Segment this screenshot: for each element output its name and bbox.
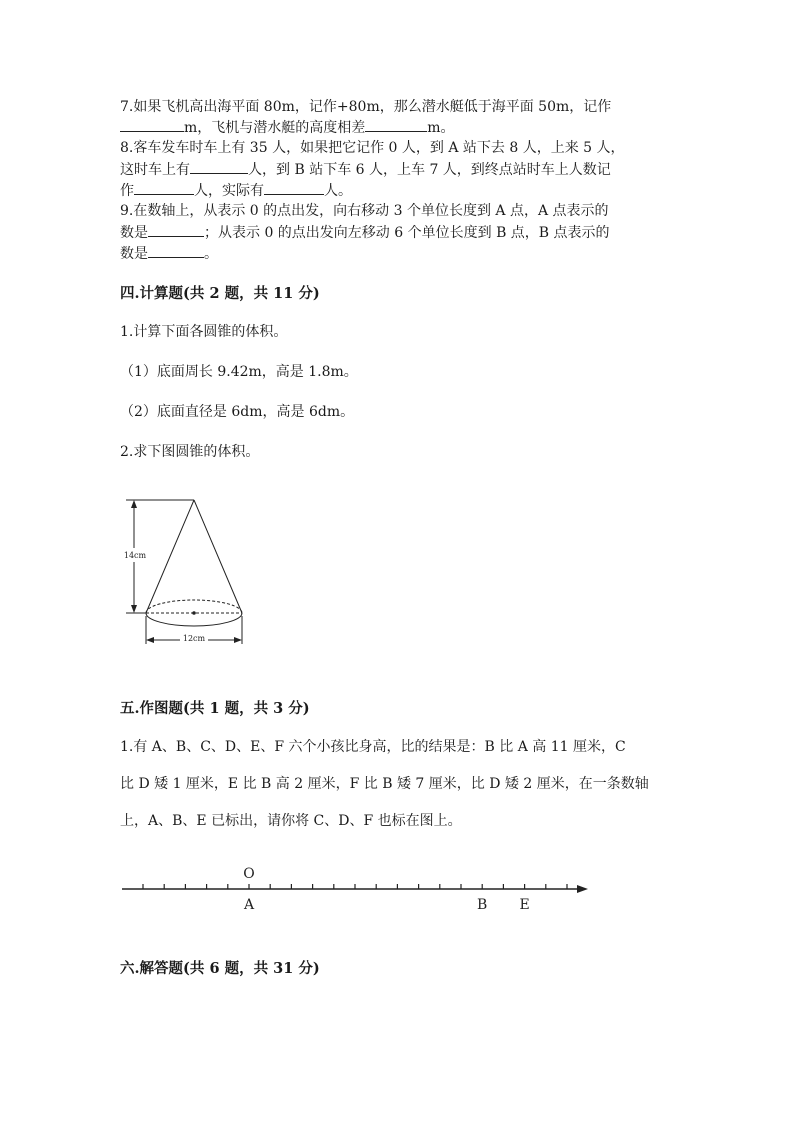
question-text: 1.有 A、B、C、D、E、F 六个小孩比身高，比的结果是：B 比 A 高 11 厘米，C [120, 739, 626, 755]
arrow-up-icon [131, 500, 137, 508]
q9-line2: 数是 ；从表示 0 的点出发向左移动 6 个单位长度到 B 点，B 点表示的 [120, 222, 610, 243]
question-text: 上，A、B、E 已标出，请你将 C、D、F 也标在图上。 [120, 813, 462, 829]
base-front-arc [146, 613, 242, 626]
section-heading: 四.计算题(共 2 题，共 11 分) [120, 285, 320, 302]
diameter-label: 12cm [182, 634, 206, 643]
section-heading: 六.解答题(共 6 题，共 31 分) [120, 960, 320, 977]
answer-blank[interactable] [365, 117, 427, 132]
base-back-arc [146, 600, 242, 613]
arrow-right-icon [577, 885, 588, 893]
cone-side-left [146, 500, 194, 613]
question-text: （1）底面周长 9.42m，高是 1.8m。 [120, 364, 358, 380]
q7-line1: 7.如果飞机高出海平面 80m，记作+80m，那么潜水艇低于海平面 50m，记作 [120, 99, 612, 115]
answer-blank[interactable] [148, 243, 204, 258]
q7-line2: m，飞机与潜水艇的高度相差 m。 [120, 117, 455, 138]
q9-line3: 数是 。 [120, 243, 218, 264]
question-text: （2）底面直径是 6dm，高是 6dm。 [120, 404, 355, 420]
origin-label: O [243, 866, 255, 882]
q8-line2: 这时车上有 人，到 B 站下车 6 人，上车 7 人，到终点站时车上人数记 [120, 159, 611, 180]
point-labels [243, 897, 530, 912]
q9-line1: 9.在数轴上，从表示 0 的点出发，向右移动 3 个单位长度到 A 点，A 点表示的 [120, 203, 609, 219]
arrow-left-icon [146, 637, 154, 643]
q8-line1: 8.客车发车时车上有 35 人，如果把它记作 0 人，到 A 站下去 8 人，上来 5 人， [120, 140, 625, 156]
number-line [110, 862, 600, 912]
answer-blank[interactable] [148, 222, 204, 237]
cone-figure [118, 492, 258, 654]
base-center-point [192, 611, 196, 615]
answer-blank[interactable] [134, 180, 194, 195]
cone-side-right [194, 500, 242, 613]
answer-blank[interactable] [120, 117, 184, 132]
question-text: 1.计算下面各圆锥的体积。 [120, 324, 288, 340]
q8-line3: 作 人，实际有 人。 [120, 180, 352, 201]
question-text: 比 D 矮 1 厘米，E 比 B 高 2 厘米，F 比 B 矮 7 厘米，比 D 矮 2 厘米，在一条数轴 [120, 776, 649, 792]
answer-blank[interactable] [190, 159, 248, 174]
arrow-right-icon [234, 637, 242, 643]
point-label-e: E [519, 897, 530, 912]
question-text: 2.求下图圆锥的体积。 [120, 444, 260, 460]
point-label-b: B [477, 897, 488, 912]
point-label-a: A [243, 897, 255, 912]
arrow-down-icon [131, 605, 137, 613]
section-heading: 五.作图题(共 1 题，共 3 分) [120, 700, 310, 717]
answer-blank[interactable] [264, 180, 324, 195]
height-label: 14cm [123, 551, 147, 560]
